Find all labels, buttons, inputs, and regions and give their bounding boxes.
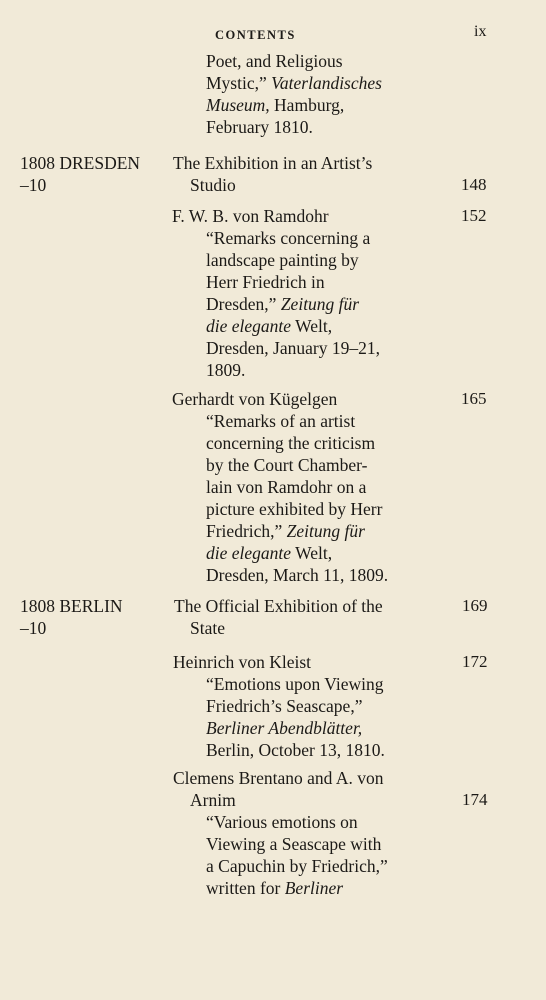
entry-page: 165 xyxy=(461,389,487,408)
entry-page: 152 xyxy=(461,206,487,225)
entry-author: Heinrich von Kleist xyxy=(173,652,312,672)
entry-line: picture exhibited by Herr xyxy=(206,499,383,519)
section-year-suffix: –10 xyxy=(20,618,47,638)
entry-line: by the Court Chamber- xyxy=(206,455,368,475)
entry-line: “Various emotions on xyxy=(206,812,358,832)
entry-author: Gerhardt von Kügelgen xyxy=(172,389,338,409)
section-title-line-1: The Exhibition in an Artist’s xyxy=(173,153,373,173)
entry-line: Friedrich’s Seascape,” xyxy=(206,696,363,716)
entry-page: 174 xyxy=(462,790,488,809)
section-year: 1808 DRESDEN xyxy=(20,153,141,173)
continued-line-4: February 1810. xyxy=(206,117,313,137)
entry-line: landscape painting by xyxy=(206,250,359,270)
section-page: 169 xyxy=(462,596,488,615)
section-page: 148 xyxy=(461,175,487,194)
continued-line-3: Museum, Hamburg, xyxy=(206,95,345,115)
entry-line: Dresden,” Zeitung für xyxy=(206,294,360,314)
section-title-line-1: The Official Exhibition of the xyxy=(174,596,383,616)
section-title-line-2: State xyxy=(190,618,225,638)
entry-line: Viewing a Seascape with xyxy=(206,834,382,854)
entry-line: Friedrich,” Zeitung für xyxy=(206,521,365,541)
continued-line-2: Mystic,” Vaterlandisches xyxy=(206,73,382,93)
entry-line: lain von Ramdohr on a xyxy=(206,477,367,497)
entry-line: die elegante Welt, xyxy=(206,543,333,563)
entry-line: Dresden, March 11, 1809. xyxy=(206,565,389,585)
section-title-line-2: Studio xyxy=(190,175,236,195)
continued-line-1: Poet, and Religious xyxy=(206,51,343,71)
entry-line: written for Berliner xyxy=(206,878,344,898)
entry-author: Clemens Brentano and A. von xyxy=(173,768,384,788)
entry-line: “Remarks concerning a xyxy=(206,228,371,248)
entry-line: Dresden, January 19–21, xyxy=(206,338,380,358)
entry-author: F. W. B. von Ramdohr xyxy=(172,206,329,226)
page-number: ix xyxy=(474,23,487,40)
entry-line: a Capuchin by Friedrich,” xyxy=(206,856,388,876)
entry-line: “Remarks of an artist xyxy=(206,411,356,431)
entry-line: die elegante Welt, xyxy=(206,316,333,336)
entry-author: Arnim xyxy=(190,790,236,810)
section-year: 1808 BERLIN xyxy=(20,596,123,616)
entry-line: Berlin, October 13, 1810. xyxy=(206,740,385,760)
entry-line: “Emotions upon Viewing xyxy=(206,674,384,694)
entry-line: Berliner Abendblätter, xyxy=(206,718,363,738)
entry-line: 1809. xyxy=(206,360,246,380)
entry-line: Herr Friedrich in xyxy=(206,272,325,292)
entry-line: concerning the criticism xyxy=(206,433,376,453)
entry-page: 172 xyxy=(462,652,488,671)
section-year-suffix: –10 xyxy=(20,175,47,195)
running-header-title: CONTENTS xyxy=(215,28,296,42)
